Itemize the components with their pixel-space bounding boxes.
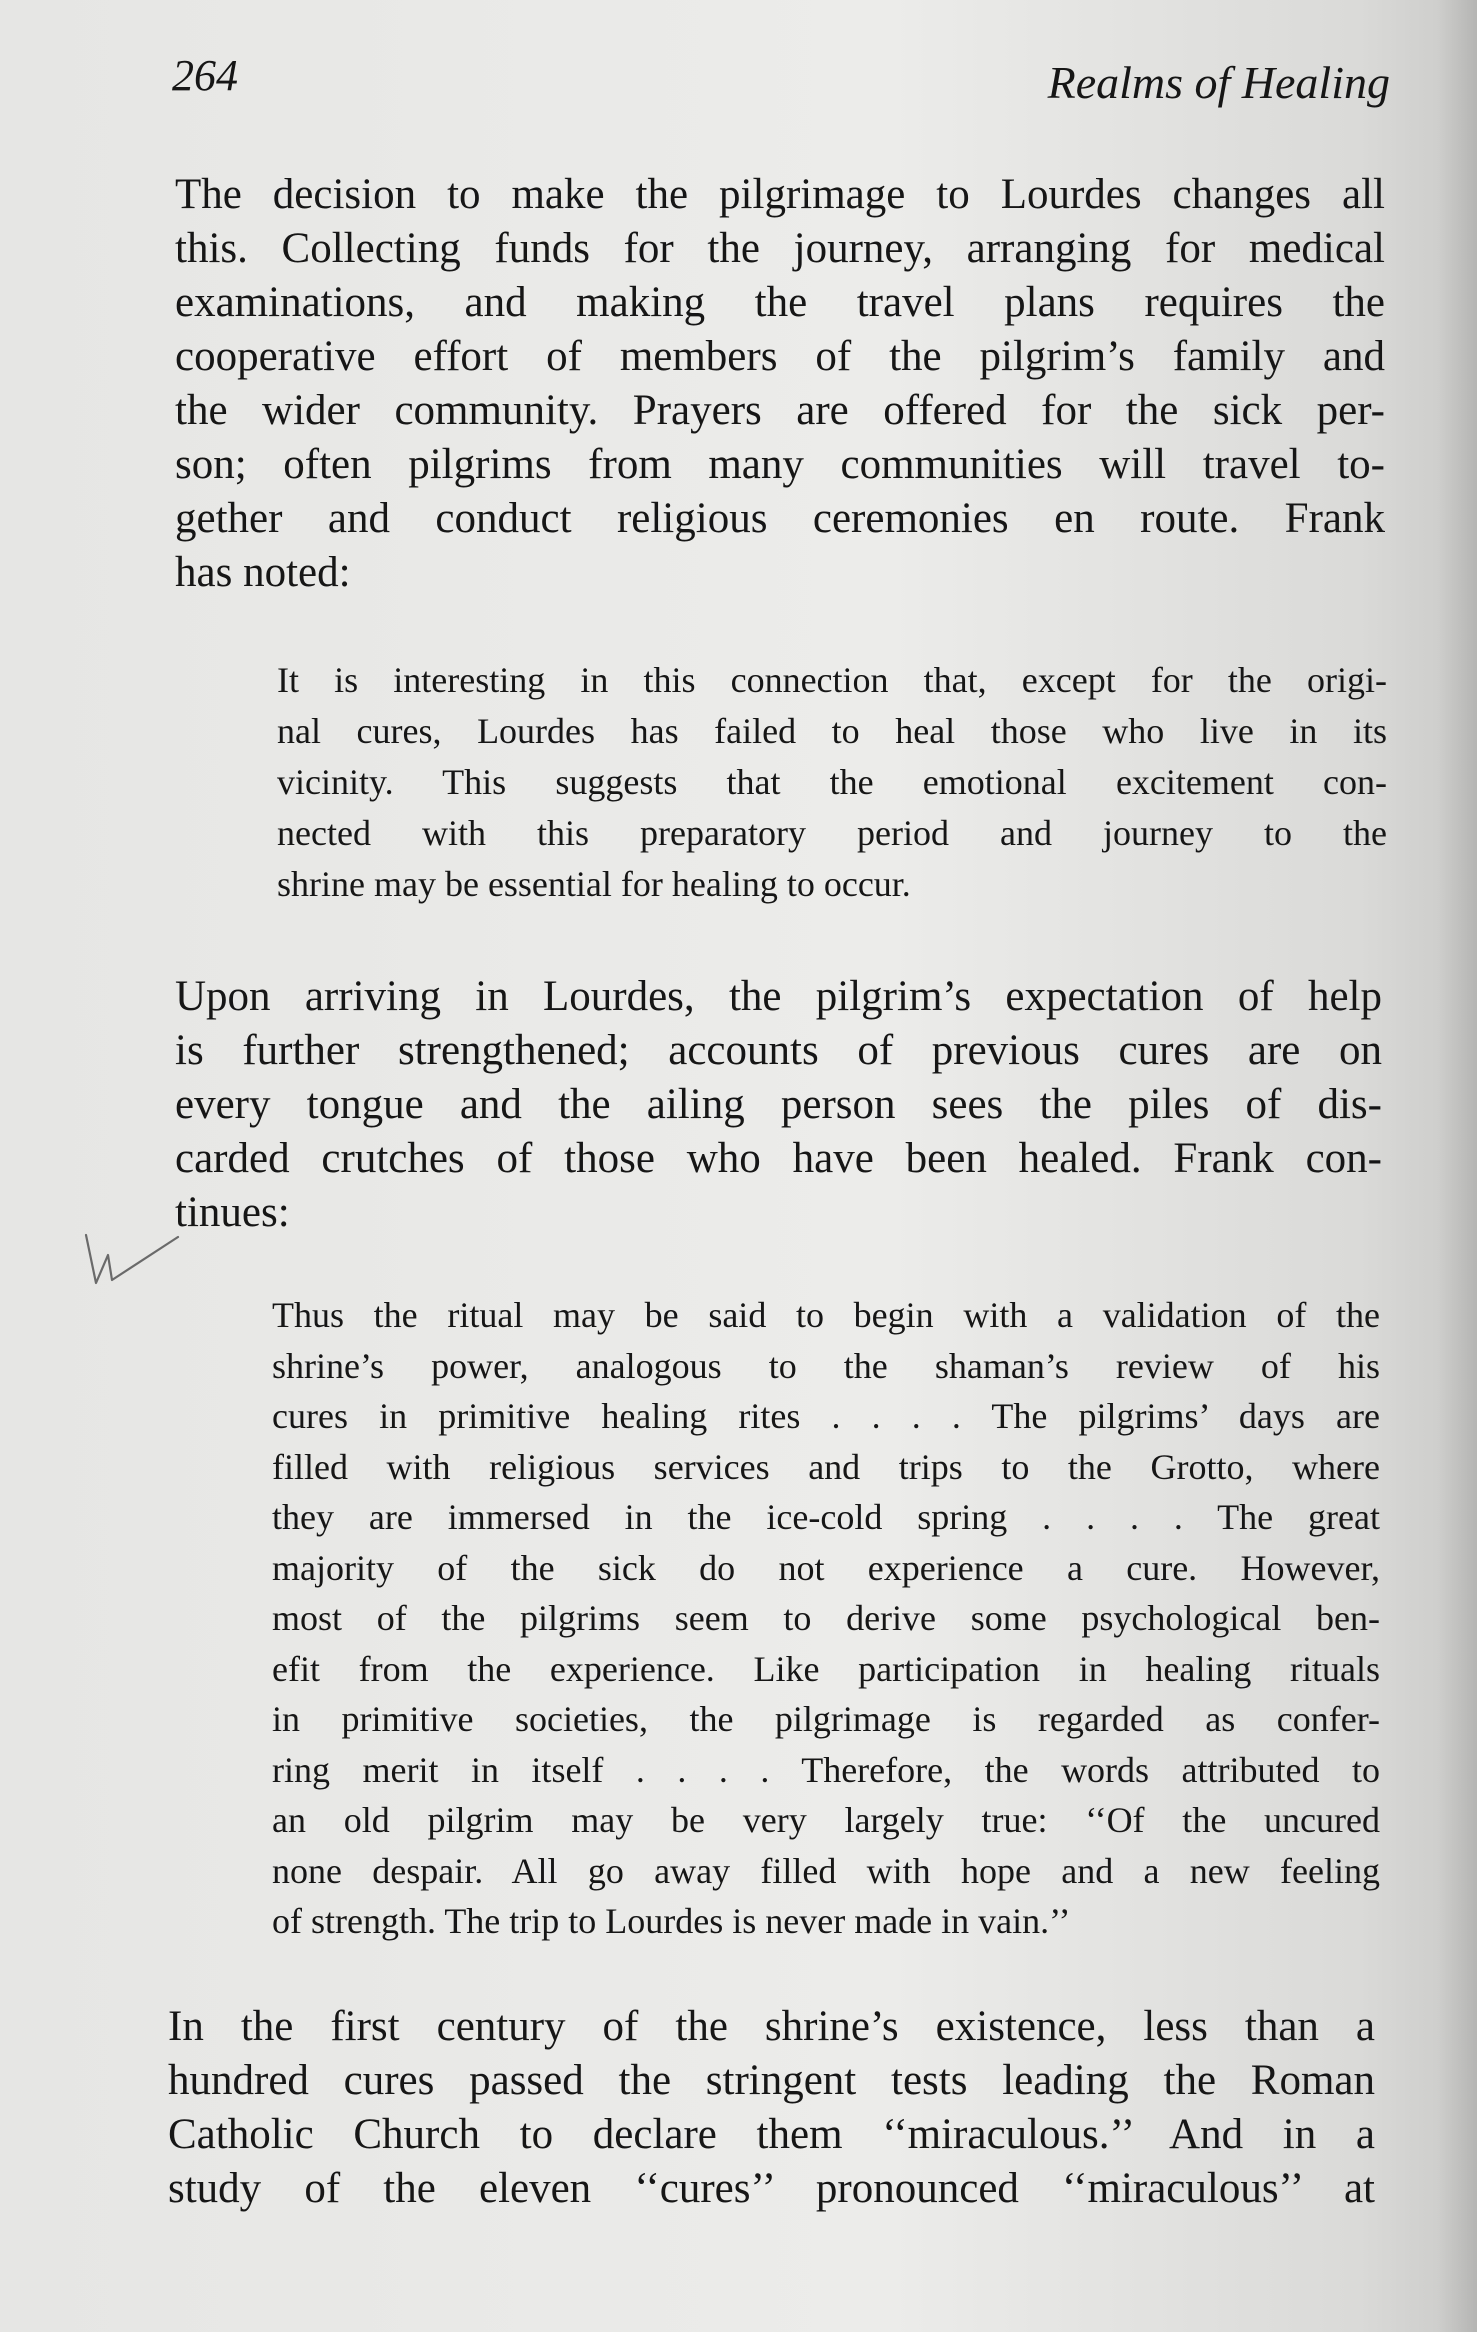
quote-line: they are immersed in the ice-cold spring . . . . The great bbox=[272, 1497, 1380, 1537]
text-line: tinues: bbox=[175, 1189, 290, 1236]
text-line: every tongue and the ailing person sees the piles of dis- bbox=[175, 1081, 1382, 1128]
quote-line: majority of the sick do not experience a cure. However, bbox=[272, 1547, 1380, 1588]
text-line: The decision to make the pilgrimage to Lourdes changes all bbox=[175, 171, 1385, 218]
block-quote-2 bbox=[272, 1290, 1380, 1947]
text-line: carded crutches of those who have been healed. Frank con- bbox=[175, 1135, 1382, 1182]
quote-line: It is interesting in this connection that, except for the origi- bbox=[277, 660, 1387, 700]
page-edge-shadow bbox=[1437, 0, 1477, 2332]
quote-line: efit from the experience. Like participation in healing rituals bbox=[272, 1648, 1380, 1689]
page-number: 264 bbox=[172, 51, 238, 100]
block-quote-1 bbox=[277, 655, 1387, 910]
quote-line: nal cures, Lourdes has failed to heal those who live in its bbox=[277, 711, 1387, 751]
quote-line: shrine may be essential for healing to occur. bbox=[277, 864, 911, 904]
quote-line: of strength. The trip to Lourdes is never made in vain.’’ bbox=[272, 1901, 1071, 1941]
quote-line: most of the pilgrims seem to derive some psychological ben- bbox=[272, 1598, 1380, 1638]
handwritten-check-mark-icon bbox=[78, 1225, 188, 1305]
text-line: the wider community. Prayers are offered for the sick per- bbox=[175, 387, 1385, 434]
quote-line: nected with this preparatory period and journey to the bbox=[277, 813, 1387, 853]
quote-line: cures in primitive healing rites . . . . The pilgrims’ days are bbox=[272, 1396, 1380, 1436]
quote-line: in primitive societies, the pilgrimage is regarded as confer- bbox=[272, 1699, 1380, 1739]
paragraph-1 bbox=[175, 168, 1385, 600]
text-line: son; often pilgrims from many communities will travel to- bbox=[175, 441, 1385, 488]
text-line: gether and conduct religious ceremonies en route. Frank bbox=[175, 495, 1385, 542]
text-line: Upon arriving in Lourdes, the pilgrim’s expectation of help bbox=[175, 973, 1382, 1020]
quote-line: shrine’s power, analogous to the shaman’s review of his bbox=[272, 1345, 1380, 1386]
text-line: In the first century of the shrine’s existence, less than a bbox=[168, 2003, 1375, 2050]
text-line: is further strengthened; accounts of previous cures are on bbox=[175, 1027, 1382, 1074]
text-line: this. Collecting funds for the journey, arranging for medical bbox=[175, 225, 1385, 272]
text-line: has noted: bbox=[175, 549, 351, 596]
quote-line: vicinity. This suggests that the emotional excitement con- bbox=[277, 762, 1387, 802]
paragraph-2 bbox=[175, 970, 1382, 1240]
quote-line: ring merit in itself . . . . Therefore, the words attributed to bbox=[272, 1749, 1380, 1790]
quote-line: Thus the ritual may be said to begin with a validation of the bbox=[272, 1295, 1380, 1335]
page-header bbox=[172, 50, 1390, 110]
paragraph-3 bbox=[168, 2000, 1375, 2216]
quote-line: filled with religious services and trips to the Grotto, where bbox=[272, 1446, 1380, 1487]
running-title: Realms of Healing bbox=[1047, 57, 1390, 108]
text-line: study of the eleven ‘‘cures’’ pronounced ‘‘miraculous’’ at bbox=[168, 2165, 1375, 2212]
text-line: cooperative effort of members of the pilgrim’s family and bbox=[175, 333, 1385, 380]
quote-line: none despair. All go away filled with hope and a new feeling bbox=[272, 1850, 1380, 1891]
text-line: hundred cures passed the stringent tests leading the Roman bbox=[168, 2057, 1375, 2104]
text-line: examinations, and making the travel plans requires the bbox=[175, 279, 1385, 326]
quote-line: an old pilgrim may be very largely true: ‘‘Of the uncured bbox=[272, 1800, 1380, 1840]
text-line: Catholic Church to declare them ‘‘miraculous.’’ And in a bbox=[168, 2111, 1375, 2158]
